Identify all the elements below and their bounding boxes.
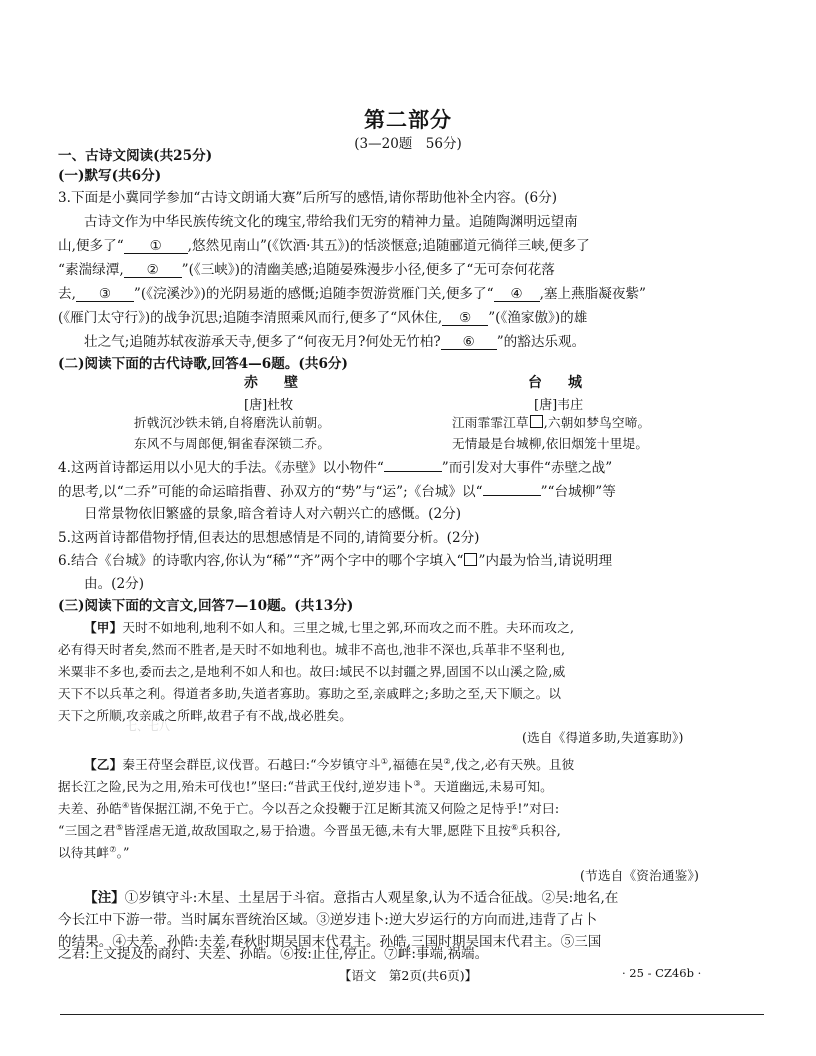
poem-1-author: [唐]杜牧	[244, 398, 294, 413]
question-3-stem: 3.下面是小冀同学参加“古诗文朗诵大赛”后所写的感悟,请你帮助他补全内容。(6分)	[58, 190, 558, 206]
q3-text: ”(《渔家傲》)的雄	[488, 310, 588, 326]
footnote-marker: ⑦	[109, 845, 117, 854]
notes-label: 【注】	[84, 890, 125, 906]
poem-1-line: 东风不与周郎便,铜雀春深锁二乔。	[134, 436, 331, 451]
footnote-marker: ⑤	[115, 823, 124, 832]
subsection-heading-classical: (三)阅读下面的文言文,回答7—10题。(共13分)	[58, 598, 354, 614]
passage-yi-text: 据长江之险,民为之用,殆未可伐也!”坚曰:“昔武王伐纣,逆岁违卜	[58, 779, 414, 794]
footnote-marker: ④	[121, 801, 130, 810]
footnote-marker: ③	[413, 779, 421, 788]
page-title: 第二部分	[364, 107, 452, 132]
question-6-line: 由。(2分)	[84, 576, 145, 592]
poem-2-text: ,六朝如梦鸟空啼。	[543, 415, 651, 430]
notes-line: 今长江中下游一带。当时属东晋统治区域。③逆岁违卜:逆大岁运行的方向而进,违背了占卜	[58, 912, 598, 928]
passage-yi-text: 兵积谷,	[518, 823, 562, 838]
poem-1-title: 赤壁	[244, 375, 324, 391]
bottom-rule	[60, 1014, 764, 1015]
passage-jia-line: 必有得天时者矣,然而不胜者,是天时不如地利也。城非不高也,池非不深也,兵革非不坚利也,	[58, 642, 566, 657]
passage-yi-label: 【乙】	[84, 757, 123, 772]
q4-blank-2[interactable]	[483, 495, 541, 496]
q3-paragraph-line: 古诗文作为中华民族传统文化的瑰宝,带给我们无穷的精神力量。追随陶渊明远望南	[84, 214, 578, 230]
bleed-through-mark: 七、七八	[126, 720, 170, 733]
passage-jia-line: 米粟非不多也,委而去之,是地利不如人和也。故曰:域民不以封疆之界,固国不以山溪之险,威	[58, 664, 566, 679]
q4-text: 的思考,以“二乔”可能的命运暗指曹、孙双方的“势”与“运”;《台城》以“	[58, 484, 483, 500]
section-heading: 一、古诗文阅读(共25分)	[58, 148, 213, 164]
subsection-heading-poetry: (二)阅读下面的古代诗歌,回答4—6题。(共6分)	[58, 356, 348, 372]
passage-jia-line	[84, 620, 574, 636]
q4-text: ”而引发对大事件“赤壁之战”	[441, 460, 613, 476]
question-4-line	[58, 460, 612, 476]
passage-yi-text: 皆淫虐无道,故敌国取之,易于拾遗。今晋虽无德,未有大罪,愿陛下且按	[123, 823, 512, 838]
fill-box[interactable]	[530, 415, 543, 428]
q3-text: ,悠然见南山”(《饮酒·其五》)的恬淡惬意;追随郦道元徜徉三峡,便多了	[187, 238, 590, 254]
q3-text: 去,	[58, 286, 76, 302]
notes-line: 之君:上文提及的商纣、夫差、孙皓。⑥按:止住,停止。⑦衅:事端,祸端。	[58, 946, 489, 962]
passage-yi-line	[58, 820, 561, 839]
passage-yi-text: 以待其衅	[58, 845, 110, 860]
q3-paragraph-line	[58, 286, 646, 302]
answer-blank-4[interactable]: ④	[494, 287, 540, 302]
q3-text: ”(《浣溪沙》)的光阴易逝的感慨;追随李贺游赏雁门关,便多了“	[133, 286, 494, 302]
passage-jia-line: 天下之所顺,攻亲戚之所畔,故君子有不战,战必胜矣。	[58, 708, 353, 723]
answer-blank-3[interactable]: ③	[76, 287, 134, 302]
passage-yi-line	[58, 842, 130, 861]
passage-yi-line	[84, 754, 574, 773]
notes-line	[84, 890, 618, 906]
q6-text: ”内最为恰当,请说明理	[478, 553, 613, 569]
q3-paragraph-line	[84, 334, 585, 350]
question-4-line	[58, 484, 616, 500]
page-footer-code: · 25 - CZ46b ·	[622, 966, 702, 980]
q6-text: 6.结合《台城》的诗歌内容,你认为“稀”“齐”两个字中的哪个字填入“	[58, 553, 464, 569]
poem-2-text: 江雨霏霏江草	[452, 415, 529, 430]
passage-yi-source: (节选自《资治通鉴》)	[580, 868, 700, 883]
answer-blank-6[interactable]: ⑥	[441, 335, 497, 350]
q4-text: 4.这两首诗都运用以小见大的手法。《赤壁》以小物件“	[58, 460, 384, 476]
q3-text: ”(《三峡》)的清幽美感;追随晏殊漫步小径,便多了“无可奈何花落	[181, 262, 555, 278]
passage-yi-text: 。”	[116, 845, 130, 860]
passage-jia-line: 天下不以兵革之利。得道者多助,失道者寡助。寡助之至,亲戚畔之;多助之至,天下顺之。以	[58, 686, 562, 701]
poem-2-author: [唐]韦庄	[534, 398, 584, 413]
q3-text: “素湍绿潭,	[58, 262, 124, 278]
footnote-marker: ②	[443, 757, 451, 766]
q3-text: 山,便多了“	[58, 238, 124, 254]
question-5: 5.这两首诗都借物抒情,但表达的思想感情是不同的,请简要分析。(2分)	[58, 530, 480, 546]
passage-yi-line	[58, 798, 559, 817]
q3-text: ”的豁达乐观。	[496, 334, 586, 350]
poem-2-title: 台城	[528, 375, 608, 391]
passage-yi-line	[58, 776, 553, 795]
passage-yi-text: 夫差、孙皓	[58, 801, 122, 816]
passage-yi-text: 皆保据江湖,不免于亡。今以吾之众投鞭于江足断其流又何险之足恃乎!”对曰:	[129, 801, 560, 816]
poem-2-line: 无情最是台城柳,依旧烟笼十里堤。	[452, 436, 649, 451]
passage-yi-text: 。天道幽远,未易可知。	[420, 779, 553, 794]
q3-text: 壮之气;追随苏轼夜游承天寺,便多了“何夜无月?何处无竹柏?	[84, 334, 441, 350]
notes-line: 的结果。④夫差、孙皓:夫差,春秋时期吴国末代君主。孙皓,三国时期吴国末代君主。⑤三国	[58, 934, 602, 950]
passage-yi-text: “三国之君	[58, 823, 116, 838]
fill-box	[464, 553, 477, 566]
passage-yi-text: ,福德在吴	[388, 757, 444, 772]
footnote-marker: ⑥	[511, 823, 519, 832]
passage-jia-source: (选自《得道多助,失道寡助》)	[522, 730, 684, 745]
q3-text: ,塞上燕脂凝夜紫”	[539, 286, 647, 302]
q3-paragraph-line	[58, 262, 555, 278]
poem-1-line: 折戟沉沙铁未销,自将磨洗认前朝。	[134, 415, 331, 430]
passage-jia-label: 【甲】	[84, 620, 123, 635]
passage-jia-text: 天时不如地利,地利不如人和。三里之城,七里之郭,环而攻之而不胜。夫环而攻之,	[122, 620, 575, 635]
page-footer-label: 【语文 第2页(共6页)】	[338, 968, 478, 983]
subsection-heading-dictation: (一)默写(共6分)	[58, 168, 162, 184]
question-4-line: 日常景物依旧繁盛的景象,暗含着诗人对六朝兴亡的感慨。(2分)	[84, 506, 462, 522]
answer-blank-5[interactable]: ⑤	[442, 311, 488, 326]
question-6-line	[58, 553, 612, 569]
passage-yi-text: 秦王苻坚会群臣,议伐晋。石越曰:“今岁镇守斗	[122, 757, 381, 772]
passage-yi-text: ,伐之,必有天殃。且彼	[450, 757, 575, 772]
q4-blank-1[interactable]	[384, 471, 442, 472]
answer-blank-1[interactable]: ①	[124, 239, 188, 254]
footnote-marker: ①	[380, 757, 389, 766]
q3-paragraph-line	[58, 310, 587, 326]
q3-paragraph-line	[58, 238, 590, 254]
page-subtitle: (3—20题 56分)	[354, 136, 462, 152]
q4-text: ”“台城柳”等	[540, 484, 616, 500]
poem-2-line	[452, 415, 650, 431]
notes-text: ①岁镇守斗:木星、土星居于斗宿。意指古人观星象,认为不适合征战。②吴:地名,在	[124, 890, 619, 906]
q3-text: (《雁门太守行》)的战争沉思;追随李清照乘风而行,便多了“风休住,	[58, 310, 443, 326]
answer-blank-2[interactable]: ②	[124, 263, 182, 278]
